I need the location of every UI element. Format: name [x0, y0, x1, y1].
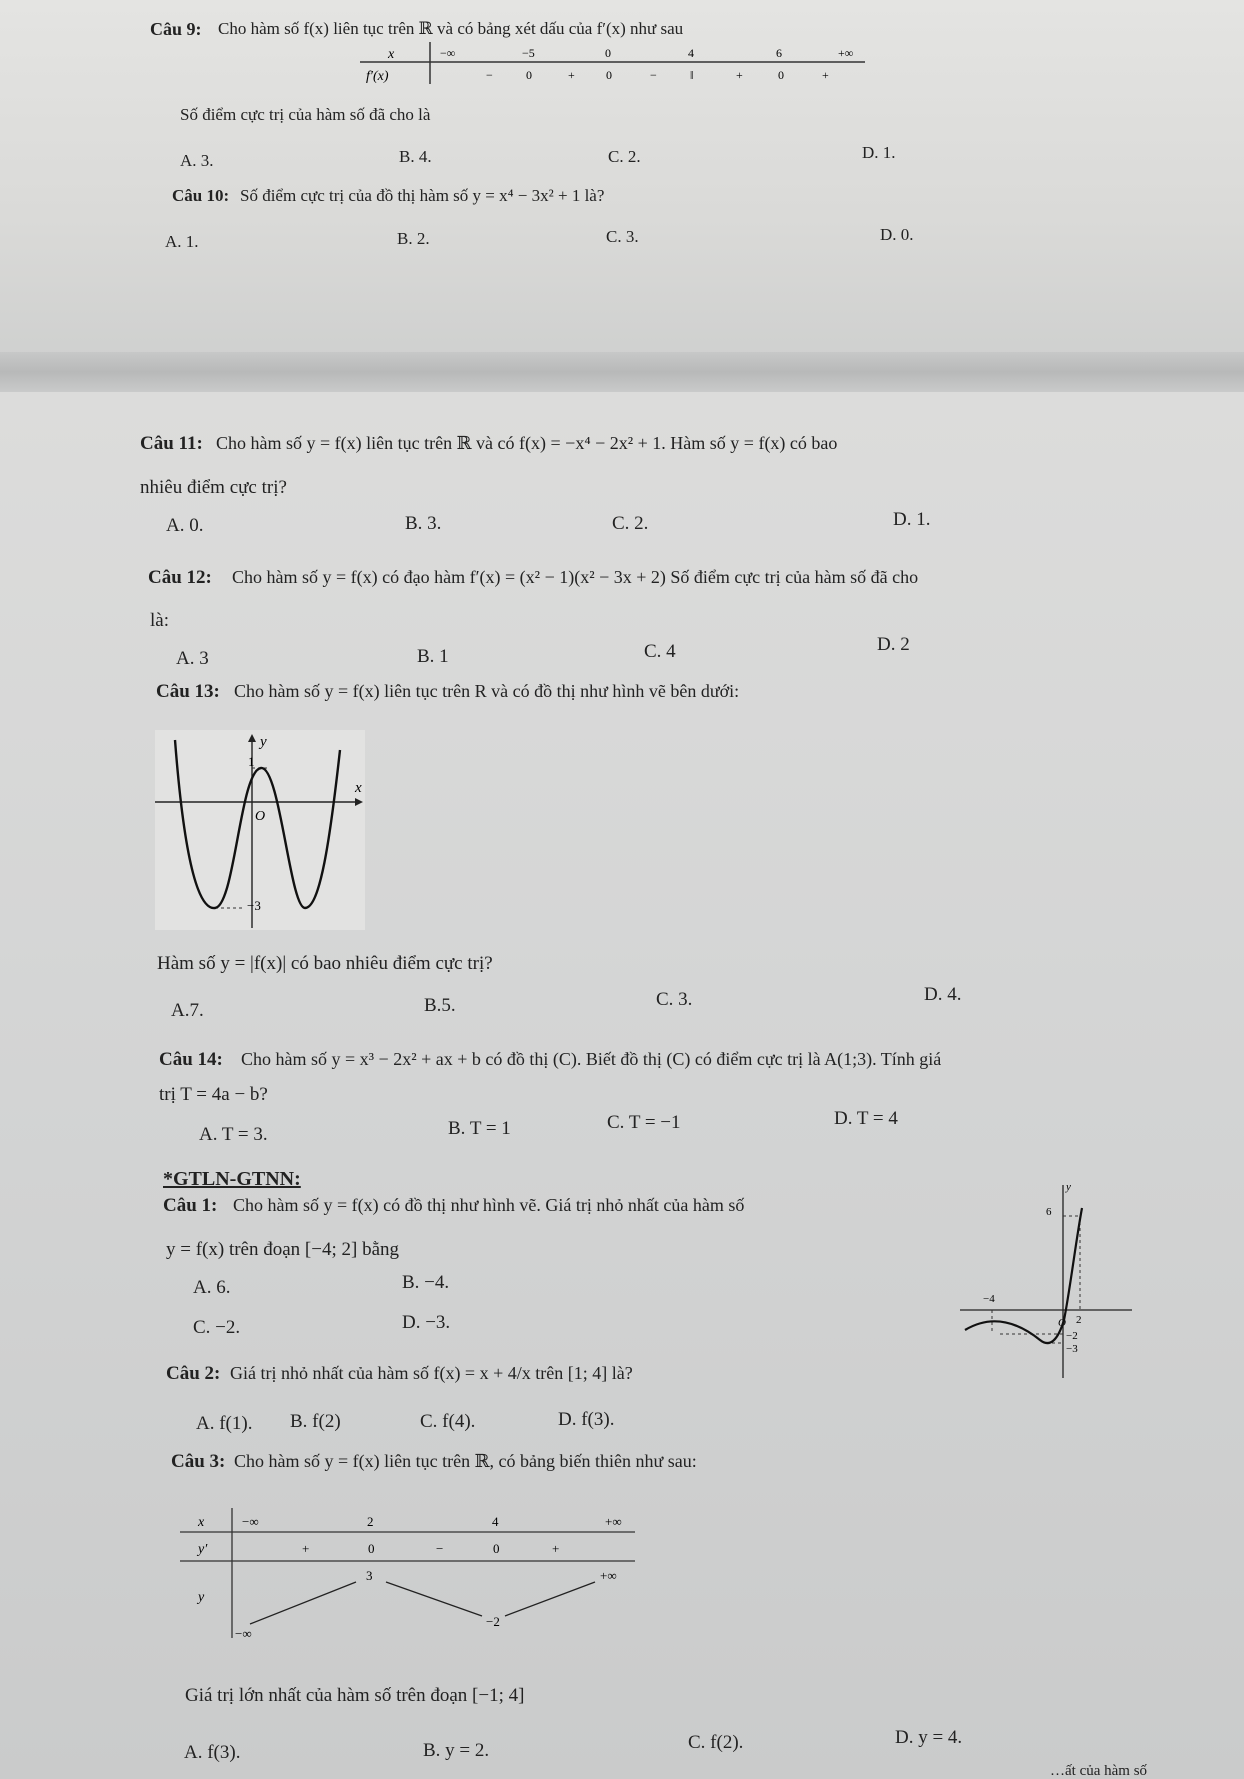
q13-label: Câu 13:: [156, 681, 220, 702]
q9-sign-table: [360, 42, 870, 92]
q9-x2: 0: [605, 46, 611, 60]
q13-option-a[interactable]: A.7.: [171, 1000, 204, 1021]
q10-label: Câu 10:: [172, 186, 230, 205]
g3-text: Cho hàm số y = f(x) liên tục trên ℝ, có bảng biến thiên như sau:: [234, 1451, 697, 1471]
g2-option-c[interactable]: C. f(4).: [420, 1411, 476, 1432]
g1-tick-m4: −4: [983, 1293, 995, 1305]
q12-text: Cho hàm số y = f(x) có đạo hàm f′(x) = (x² − 1)(x² − 3x + 2) Số điểm cực trị của hàm số đã cho: [232, 567, 919, 587]
g3-y3: +∞: [600, 1568, 617, 1583]
g1-text: Cho hàm số y = f(x) có đồ thị như hình vẽ. Giá trị nhỏ nhất của hàm số: [233, 1195, 745, 1215]
q13-x-label: x: [355, 780, 362, 796]
g1-option-d[interactable]: D. −3.: [402, 1312, 451, 1333]
q9-option-d[interactable]: D. 1.: [862, 143, 896, 162]
q12-label: Câu 12:: [148, 567, 212, 588]
footer-fragment: …ất của hàm số: [1050, 1763, 1148, 1779]
q11-text: Cho hàm số y = f(x) liên tục trên ℝ và có f(x) = −x⁴ − 2x² + 1. Hàm số y = f(x) có bao: [216, 433, 838, 453]
q12-option-d[interactable]: D. 2: [877, 634, 910, 655]
q9-label: Câu 9:: [150, 19, 202, 39]
g3-x0: −∞: [242, 1514, 259, 1529]
q11-option-d[interactable]: D. 1.: [893, 509, 931, 530]
q9-s4: −: [650, 68, 657, 82]
q10-option-d[interactable]: D. 0.: [880, 225, 914, 244]
g3-x2: 4: [492, 1514, 499, 1529]
g3-label: Câu 3:: [171, 1451, 226, 1472]
q14-option-a[interactable]: A. T = 3.: [199, 1124, 268, 1145]
g3-s0: +: [302, 1541, 310, 1556]
q9-fx-label: f′(x): [366, 69, 389, 84]
q14-option-c[interactable]: C. T = −1: [607, 1112, 681, 1133]
q13-tick-top: 1: [248, 754, 255, 769]
q9-text: Cho hàm số f(x) liên tục trên ℝ và có bảng xét dấu của f′(x) như sau: [218, 19, 684, 38]
g3-y1: 3: [366, 1568, 373, 1583]
q13-option-c[interactable]: C. 3.: [656, 989, 693, 1010]
q9-s1: 0: [526, 68, 532, 82]
g2-option-b[interactable]: B. f(2): [290, 1411, 341, 1432]
q9-x3: 4: [688, 46, 694, 60]
q13-option-d[interactable]: D. 4.: [924, 984, 962, 1005]
g2-option-a[interactable]: A. f(1).: [196, 1413, 253, 1434]
q9-s6: +: [736, 68, 743, 82]
q13-tick-bottom: −3: [247, 898, 261, 913]
g3-x-label: x: [198, 1515, 205, 1530]
q9-s3: 0: [606, 68, 612, 82]
g3-y0: −∞: [235, 1626, 252, 1641]
q9-s2: +: [568, 68, 575, 82]
g3-x1: 2: [367, 1514, 374, 1529]
g1-option-c[interactable]: C. −2.: [193, 1317, 241, 1338]
q14-text2: trị T = 4a − b?: [159, 1084, 268, 1105]
g1-tick-6: 6: [1046, 1206, 1052, 1218]
g2-option-d[interactable]: D. f(3).: [558, 1409, 615, 1430]
q9-option-b[interactable]: B. 4.: [399, 147, 432, 166]
q13-y-label: y: [260, 734, 267, 750]
q12-text2: là:: [150, 610, 169, 631]
q10-option-a[interactable]: A. 1.: [165, 232, 199, 251]
q13-option-b[interactable]: B.5.: [424, 995, 456, 1016]
g3-yp-label: y′: [198, 1542, 208, 1557]
g3-y-label: y: [198, 1590, 205, 1605]
q12-option-a[interactable]: A. 3: [176, 648, 209, 669]
q13-question: Hàm số y = |f(x)| có bao nhiêu điểm cực trị?: [157, 953, 493, 974]
q9-x5: +∞: [838, 46, 854, 60]
q9-x1: −5: [522, 46, 535, 60]
q14-text: Cho hàm số y = x³ − 2x² + ax + b có đồ thị (C). Biết đồ thị (C) có điểm cực trị là A(1;3). Tính giá: [241, 1049, 942, 1069]
g3-y2: −2: [486, 1614, 500, 1629]
g2-text: Giá trị nhỏ nhất của hàm số f(x) = x + 4/x trên [1; 4] là?: [230, 1363, 633, 1383]
section-heading: *GTLN-GTNN:: [163, 1168, 301, 1190]
q13-graph: [155, 730, 365, 930]
q13-text: Cho hàm số y = f(x) liên tục trên R và có đồ thị như hình vẽ bên dưới:: [234, 681, 740, 701]
g3-s4: +: [552, 1541, 560, 1556]
q9-s5: ‖: [690, 68, 694, 82]
q9-s7: 0: [778, 68, 784, 82]
q9-x0: −∞: [440, 46, 456, 60]
q14-option-b[interactable]: B. T = 1: [448, 1118, 511, 1139]
g3-option-a[interactable]: A. f(3).: [184, 1742, 241, 1763]
g3-option-c[interactable]: C. f(2).: [688, 1732, 744, 1753]
g1-option-b[interactable]: B. −4.: [402, 1272, 450, 1293]
q12-option-b[interactable]: B. 1: [417, 646, 449, 667]
g3-x3: +∞: [605, 1514, 622, 1529]
g2-label: Câu 2:: [166, 1363, 221, 1384]
q11-option-c[interactable]: C. 2.: [612, 513, 649, 534]
q13-origin: O: [255, 809, 266, 824]
g1-tick-2: 2: [1076, 1314, 1082, 1326]
g3-option-b[interactable]: B. y = 2.: [423, 1740, 490, 1761]
g3-question: Giá trị lớn nhất của hàm số trên đoạn [−1; 4]: [185, 1685, 525, 1706]
q10-option-c[interactable]: C. 3.: [606, 227, 639, 246]
g1-label: Câu 1:: [163, 1195, 218, 1216]
g1-option-a[interactable]: A. 6.: [193, 1277, 231, 1298]
q11-option-b[interactable]: B. 3.: [405, 513, 442, 534]
g3-s1: 0: [368, 1541, 375, 1556]
g1-tick-m3: −3: [1066, 1343, 1078, 1355]
g3-s2: −: [436, 1541, 444, 1556]
g1-graph: [960, 1180, 1135, 1380]
q9-option-c[interactable]: C. 2.: [608, 147, 641, 166]
q11-label: Câu 11:: [140, 433, 203, 454]
q12-option-c[interactable]: C. 4: [644, 641, 676, 662]
q9-question: Số điểm cực trị của hàm số đã cho là: [180, 105, 431, 124]
q11-text2: nhiêu điểm cực trị?: [140, 477, 287, 498]
q11-option-a[interactable]: A. 0.: [166, 515, 204, 536]
page-fold: [0, 352, 1244, 392]
q9-s8: +: [822, 68, 829, 82]
q10-text: Số điểm cực trị của đồ thị hàm số y = x⁴ − 3x² + 1 là?: [240, 186, 605, 205]
g1-y-label: y: [1066, 1181, 1071, 1193]
g1-origin: O: [1058, 1317, 1066, 1329]
g3-s3: 0: [493, 1541, 500, 1556]
g1-text2: y = f(x) trên đoạn [−4; 2] bằng: [166, 1239, 400, 1260]
q9-x-label: x: [388, 47, 395, 62]
q9-x4: 6: [776, 46, 782, 60]
q14-option-d[interactable]: D. T = 4: [834, 1108, 898, 1129]
g3-option-d[interactable]: D. y = 4.: [895, 1727, 963, 1748]
g1-tick-m2: −2: [1066, 1330, 1078, 1342]
q9-option-a[interactable]: A. 3.: [180, 151, 214, 170]
q9-s0: −: [486, 68, 493, 82]
q14-label: Câu 14:: [159, 1049, 223, 1070]
q10-option-b[interactable]: B. 2.: [397, 229, 430, 248]
g3-variation-table: [180, 1508, 640, 1643]
